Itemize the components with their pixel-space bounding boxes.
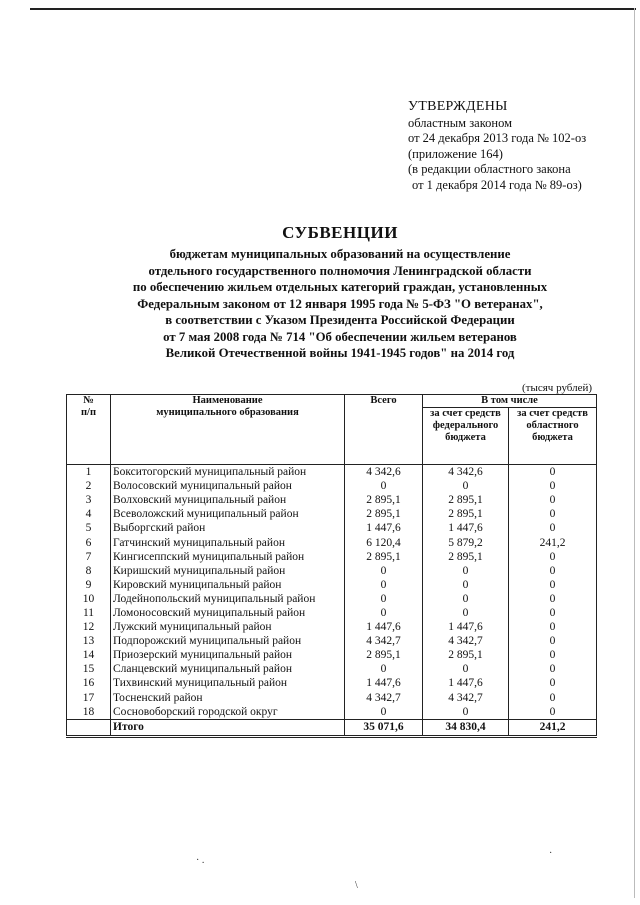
row-regional: 0 [509, 691, 597, 705]
row-name: Волосовский муниципальный район [111, 479, 345, 493]
row-federal: 2 895,1 [423, 493, 509, 507]
header-name [111, 395, 345, 465]
total-row [67, 719, 597, 736]
row-regional: 0 [509, 507, 597, 521]
scan-speck: · [549, 848, 553, 859]
right-border-line [634, 8, 635, 898]
row-regional: 0 [509, 634, 597, 648]
row-federal: 4 342,7 [423, 634, 509, 648]
total-sum: 35 071,6 [345, 719, 423, 736]
title-line: по обеспечению жильем отдельных категорий граждан, установленных [132, 280, 548, 294]
row-regional: 0 [509, 592, 597, 606]
row-name: Подпорожский муниципальный район [111, 634, 345, 648]
row-federal: 0 [423, 479, 509, 493]
row-federal: 2 895,1 [423, 648, 509, 662]
row-total: 0 [345, 705, 423, 720]
table-row [67, 550, 597, 564]
table-row [67, 705, 597, 720]
row-federal: 0 [423, 592, 509, 606]
table-row [67, 592, 597, 606]
row-name: Кингисеппский муниципальный район [111, 550, 345, 564]
total-federal: 34 830,4 [423, 719, 509, 736]
row-federal: 1 447,6 [423, 620, 509, 634]
row-federal: 1 447,6 [423, 521, 509, 535]
row-number: 18 [67, 705, 111, 720]
row-total: 1 447,6 [345, 676, 423, 690]
row-regional: 0 [509, 465, 597, 480]
row-total: 2 895,1 [345, 550, 423, 564]
table-row [67, 620, 597, 634]
total-number-cell [67, 719, 111, 736]
row-regional: 0 [509, 620, 597, 634]
row-regional: 0 [509, 648, 597, 662]
row-number: 16 [67, 676, 111, 690]
row-name: Кировский муниципальный район [111, 578, 345, 592]
row-total: 0 [345, 564, 423, 578]
row-number: 12 [67, 620, 111, 634]
row-number: 3 [67, 493, 111, 507]
row-name: Лодейнопольский муниципальный район [111, 592, 345, 606]
row-name: Сланцевский муниципальный район [111, 662, 345, 676]
title-line: Великой Отечественной войны 1941-1945 годов" на 2014 год [165, 346, 515, 360]
header-including: В том числе [423, 395, 597, 408]
row-federal: 0 [423, 564, 509, 578]
row-federal: 1 447,6 [423, 676, 509, 690]
table-row [67, 493, 597, 507]
approval-heading: УТВЕРЖДЕНЫ [408, 99, 508, 114]
row-regional: 0 [509, 550, 597, 564]
document-title [60, 223, 620, 362]
total-regional: 241,2 [509, 719, 597, 736]
row-number: 6 [67, 535, 111, 549]
row-total: 0 [345, 592, 423, 606]
title-main: СУБВЕНЦИИ [282, 223, 398, 242]
row-federal: 5 879,2 [423, 535, 509, 549]
row-number: 10 [67, 592, 111, 606]
row-number: 8 [67, 564, 111, 578]
approval-line: от 1 декабря 2014 года № 89-оз) [412, 177, 582, 192]
table-row [67, 634, 597, 648]
header-number-line1: № [83, 395, 94, 406]
row-total: 0 [345, 662, 423, 676]
row-number: 1 [67, 465, 111, 480]
row-regional: 0 [509, 564, 597, 578]
table-row [67, 535, 597, 549]
row-regional: 0 [509, 662, 597, 676]
row-regional: 0 [509, 705, 597, 720]
approval-line: от 24 декабря 2013 года № 102-оз [408, 131, 587, 146]
table-row [67, 662, 597, 676]
subsidies-table [66, 394, 597, 738]
row-total: 2 895,1 [345, 648, 423, 662]
row-total: 1 447,6 [345, 521, 423, 535]
header-number [67, 395, 111, 465]
row-federal: 4 342,7 [423, 691, 509, 705]
row-regional: 241,2 [509, 535, 597, 549]
total-label: Итого [111, 719, 345, 736]
row-name: Приозерский муниципальный район [111, 648, 345, 662]
row-name: Гатчинский муниципальный район [111, 535, 345, 549]
scan-speck: · . [196, 855, 205, 866]
units-label: (тысяч рублей) [522, 382, 593, 394]
row-name: Волховский муниципальный район [111, 493, 345, 507]
row-total: 4 342,6 [345, 465, 423, 480]
table-row [67, 465, 597, 480]
row-total: 4 342,7 [345, 691, 423, 705]
row-number: 4 [67, 507, 111, 521]
row-regional: 0 [509, 676, 597, 690]
row-total: 4 342,7 [345, 634, 423, 648]
title-line: от 7 мая 2008 года № 714 "Об обеспечении жильем ветеранов [163, 329, 517, 344]
title-line: в соответствии с Указом Президента Российской Федерации [165, 313, 515, 327]
title-line: Федеральным законом от 12 января 1995 года № 5-ФЗ "О ветеранах", [137, 296, 543, 311]
table-row [67, 507, 597, 521]
row-number: 5 [67, 521, 111, 535]
row-regional: 0 [509, 606, 597, 620]
row-number: 2 [67, 479, 111, 493]
table-row [67, 648, 597, 662]
row-number: 9 [67, 578, 111, 592]
row-regional: 0 [509, 578, 597, 592]
title-line: бюджетам муниципальных образований на осуществление [169, 247, 511, 261]
header-regional: за счет средств областного бюджета [509, 408, 597, 465]
row-name: Сосновоборский городской округ [111, 705, 345, 720]
header-name-line2: муниципального образования [156, 407, 299, 418]
header-total: Всего [345, 395, 423, 465]
row-total: 0 [345, 606, 423, 620]
table-row [67, 564, 597, 578]
table-row [67, 521, 597, 535]
approval-line: (в редакции областного закона [408, 162, 571, 177]
row-regional: 0 [509, 493, 597, 507]
header-name-line1: Наименование [192, 395, 263, 406]
scan-speck: \ [355, 880, 358, 891]
row-number: 17 [67, 691, 111, 705]
row-federal: 0 [423, 705, 509, 720]
row-regional: 0 [509, 479, 597, 493]
row-number: 14 [67, 648, 111, 662]
row-number: 11 [67, 606, 111, 620]
row-number: 13 [67, 634, 111, 648]
title-line: отдельного государственного полномочия Ленинградской области [148, 263, 532, 278]
row-name: Тосненский район [111, 691, 345, 705]
row-name: Бокситогорский муниципальный район [111, 465, 345, 480]
table-row [67, 691, 597, 705]
header-number-line2: п/п [80, 407, 97, 418]
row-name: Выборгский район [111, 521, 345, 535]
row-total: 0 [345, 578, 423, 592]
table-row [67, 479, 597, 493]
row-number: 15 [67, 662, 111, 676]
row-name: Лужский муниципальный район [111, 620, 345, 634]
top-border-line [30, 8, 636, 10]
row-name: Всеволожский муниципальный район [111, 507, 345, 521]
approval-line: областным законом [408, 115, 513, 130]
row-name: Киришский муниципальный район [111, 564, 345, 578]
header-federal: за счет средств федерального бюджета [423, 408, 509, 465]
row-number: 7 [67, 550, 111, 564]
row-federal: 0 [423, 662, 509, 676]
row-total: 2 895,1 [345, 493, 423, 507]
row-federal: 2 895,1 [423, 550, 509, 564]
row-name: Ломоносовский муниципальный район [111, 606, 345, 620]
approval-line: (приложение 164) [408, 146, 503, 161]
row-federal: 0 [423, 578, 509, 592]
row-federal: 4 342,6 [423, 465, 509, 480]
table-row [67, 676, 597, 690]
row-federal: 2 895,1 [423, 507, 509, 521]
row-total: 0 [345, 479, 423, 493]
row-regional: 0 [509, 521, 597, 535]
row-total: 1 447,6 [345, 620, 423, 634]
table-row [67, 606, 597, 620]
row-total: 6 120,4 [345, 535, 423, 549]
row-name: Тихвинский муниципальный район [111, 676, 345, 690]
row-total: 2 895,1 [345, 507, 423, 521]
approval-block [408, 99, 586, 194]
table-row [67, 578, 597, 592]
row-federal: 0 [423, 606, 509, 620]
